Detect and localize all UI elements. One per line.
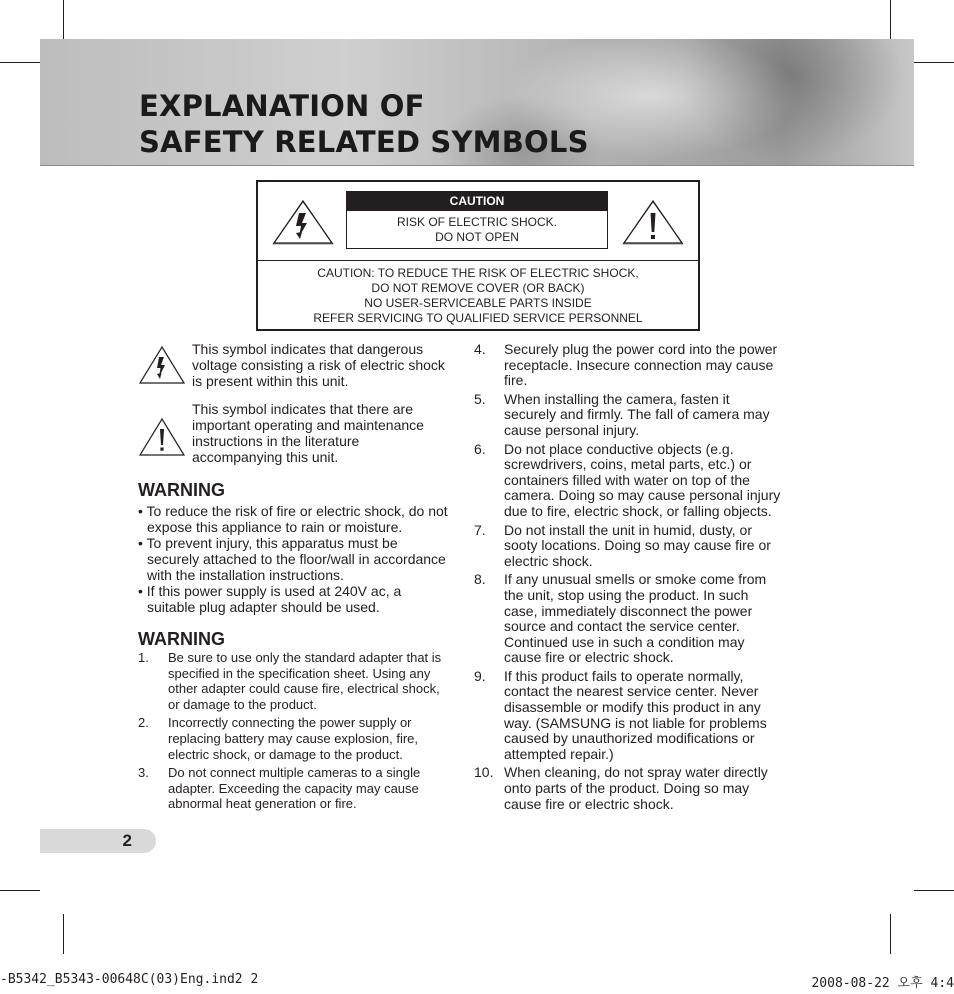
list-item: • If this power supply is used at 240V ac, a suitable plug adapter should be used. [138, 583, 402, 615]
exclamation-warning-icon [138, 417, 186, 457]
crop-mark [63, 0, 64, 40]
list-item [474, 523, 784, 570]
crop-mark [0, 890, 40, 891]
list-item [474, 572, 784, 666]
item-text: Do not place conductive objects (e.g. screwdrivers, coins, metal parts, etc.) or containers filled with water on top of the camera. Doing so may cause personal injury due to fire, electric shock, or falling objects. [504, 440, 781, 519]
lightning-symbol-explanation [138, 341, 448, 401]
list-item [138, 765, 448, 812]
crop-mark [914, 890, 954, 891]
exclamation-symbol-explanation [138, 401, 448, 467]
warning-numbered-list [138, 650, 448, 815]
item-text: When installing the camera, fasten it securely and firmly. The fall of camera may cause personal injury. [504, 390, 770, 438]
caution-label-panel [256, 180, 700, 331]
title-line: SAFETY RELATED SYMBOLS [139, 125, 589, 159]
caution-note-line: NO USER-SERVICEABLE PARTS INSIDE [364, 296, 592, 310]
caution-note-line: CAUTION: TO REDUCE THE RISK OF ELECTRIC SHOCK, [317, 266, 639, 280]
list-item [138, 650, 448, 712]
list-item [474, 765, 784, 812]
page-title [139, 88, 589, 160]
item-number: 6. [474, 440, 486, 457]
item-text: When cleaning, do not spray water directly onto parts of the product. Doing so may cause fire or electric shock. [504, 764, 768, 812]
item-number: 3. [138, 765, 149, 781]
item-text: If any unusual smells or smoke come from the unit, stop using the product. In such case, immediately disconnect the power source and contact the service center. Continued use in such a condition may cause fire or electric shock. [504, 571, 767, 666]
item-number: 5. [474, 390, 486, 407]
print-slug-filename: -B5342_B5343-00648C(03)Eng.ind2 2 [0, 972, 259, 987]
item-number: 1. [138, 650, 149, 665]
exclamation-warning-icon [622, 199, 684, 245]
crop-mark [0, 62, 40, 63]
caution-label [346, 191, 608, 249]
title-line: EXPLANATION OF [139, 89, 425, 123]
caution-note-line: REFER SERVICING TO QUALIFIED SERVICE PERSONNEL [313, 311, 643, 325]
list-item [474, 342, 784, 389]
caution-note-line: DO NOT REMOVE COVER (OR BACK) [371, 281, 585, 295]
page-number: 2 [122, 831, 132, 850]
crop-mark [890, 0, 891, 40]
print-slug-date: 2008-08-22 오후 4:4 [811, 976, 954, 991]
list-item [138, 715, 448, 762]
item-text: Securely plug the power cord into the power receptacle. Insecure connection may cause fire. [504, 341, 778, 389]
crop-mark [890, 914, 891, 954]
header-banner [40, 39, 914, 166]
item-text: Do not install the unit in humid, dusty, or sooty locations. Doing so may cause fire or electric shock. [504, 521, 771, 569]
caution-note [258, 266, 698, 326]
warning-heading: WARNING [138, 629, 225, 649]
exclamation-symbol-text: This symbol indicates that there are important operating and maintenance instructions in the literature accompanying this unit. [192, 401, 424, 465]
item-text: Be sure to use only the standard adapter that is specified in the specification sheet. Using any other adapter could cause fire, electrical shock, or damage to the product. [168, 650, 442, 712]
caution-body-line: RISK OF ELECTRIC SHOCK. [396, 215, 558, 229]
crop-mark [914, 62, 954, 63]
list-item [474, 442, 784, 520]
item-number: 9. [474, 667, 486, 684]
caution-top-row [258, 182, 698, 261]
caution-body-line: DO NOT OPEN [435, 230, 519, 244]
item-number: 8. [474, 571, 486, 588]
crop-mark [63, 914, 64, 954]
item-number: 10. [474, 764, 494, 781]
safety-numbered-list [474, 342, 784, 815]
caution-body [347, 211, 607, 245]
lightning-symbol-text: This symbol indicates that dangerous voltage consisting a risk of electric shock is present within this unit. [192, 341, 445, 389]
list-item: • To reduce the risk of fire or electric shock, do not expose this appliance to rain or moisture. [138, 503, 448, 535]
caution-heading: CAUTION [347, 192, 607, 211]
warning-bullet-list [138, 503, 450, 615]
list-item [474, 392, 784, 439]
item-text: Incorrectly connecting the power supply or replacing battery may cause explosion, fire, electric shock, or damage to the product. [168, 715, 419, 762]
list-item [474, 669, 784, 763]
item-number: 7. [474, 521, 486, 538]
item-number: 2. [138, 715, 149, 731]
item-number: 4. [474, 341, 486, 357]
page-number-tab [40, 829, 156, 853]
item-text: Do not connect multiple cameras to a single adapter. Exceeding the capacity may cause abnormal heat generation or fire. [168, 765, 421, 812]
lightning-warning-icon [138, 345, 186, 385]
item-text: If this product fails to operate normally, contact the nearest service center. Never disassemble or modify this product in any way. (SAMSUNG is not liable for problems caused by unauthorized modifications or attempted repair.) [504, 667, 767, 762]
warning-heading: WARNING [138, 480, 225, 500]
list-item: • To prevent injury, this apparatus must be securely attached to the floor/wall in accordance with the installation instructions. [138, 535, 446, 583]
lightning-warning-icon [272, 199, 334, 245]
